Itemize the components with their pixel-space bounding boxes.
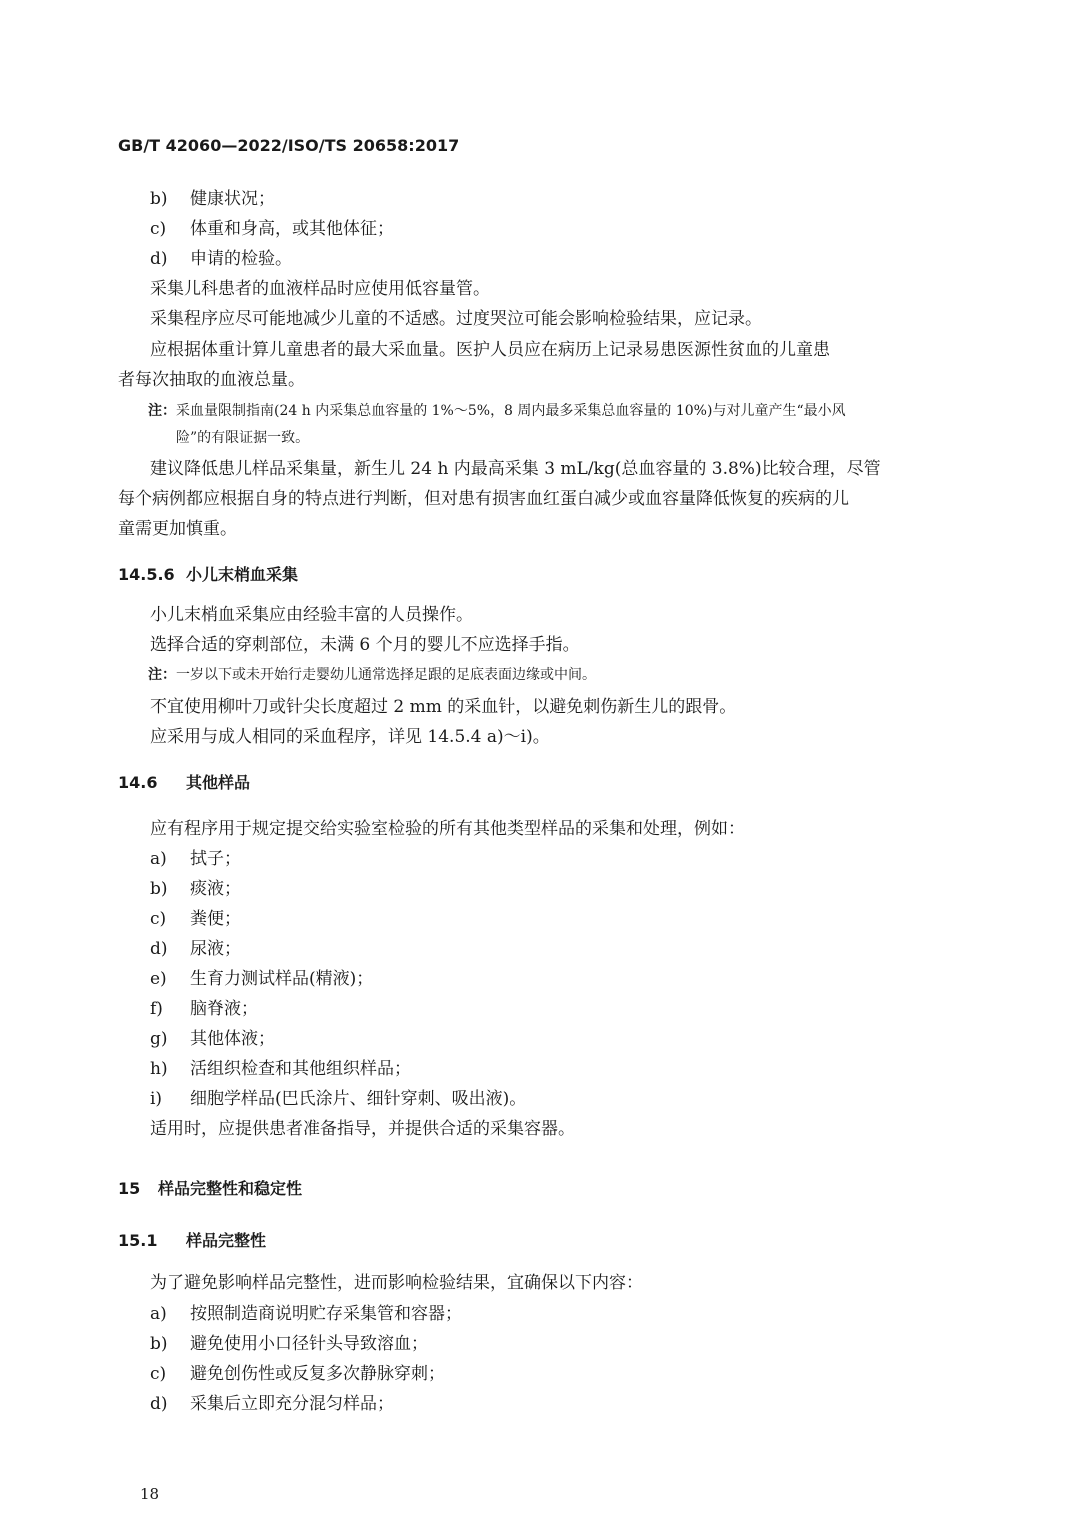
- paragraph-line: 建议降低患儿样品采集量，新生儿 24 h 内最高采集 3 mL/kg(总血容量的 3.8%)比较合理，尽管: [150, 459, 881, 479]
- section-title: 样品完整性和稳定性: [158, 1179, 303, 1198]
- paragraph: 应有程序用于规定提交给实验室检验的所有其他类型样品的采集和处理，例如：: [150, 819, 745, 839]
- paragraph-line: 应根据体重计算儿童患者的最大采血量。医护人员应在病历上记录易患医源性贫血的儿童患: [150, 340, 830, 360]
- list-text: 拭子；: [190, 849, 241, 869]
- list-marker: d): [150, 249, 168, 269]
- list-marker: c): [150, 1364, 167, 1384]
- list-item: [150, 908, 241, 930]
- list-item: [150, 938, 241, 960]
- list-marker: c): [150, 909, 167, 929]
- note-line: 险”的有限证据一致。: [176, 430, 310, 446]
- section-heading-14-6: [118, 772, 250, 794]
- list-item: [150, 1058, 411, 1080]
- section-heading-14-5-6: [118, 564, 298, 586]
- section-number: 14.5.6: [118, 565, 175, 584]
- section-title: 其他样品: [186, 773, 251, 792]
- note-label: 注：: [148, 667, 176, 683]
- note-text: 一岁以下或未开始行走婴幼儿通常选择足跟的足底表面边缘或中间。: [176, 667, 596, 683]
- list-item: [150, 878, 241, 900]
- list-marker: b): [150, 189, 168, 209]
- section-number: 15: [118, 1179, 141, 1198]
- list-marker: g): [150, 1029, 168, 1049]
- paragraph: 适用时，应提供患者准备指导，并提供合适的采集容器。: [150, 1119, 575, 1139]
- paragraph-line: 童需更加慎重。: [118, 519, 237, 539]
- list-text: 避免创伤性或反复多次静脉穿刺；: [190, 1364, 445, 1384]
- paragraph-line: 者每次抽取的血液总量。: [118, 370, 305, 390]
- list-text: 脑脊液；: [190, 999, 258, 1019]
- paragraph: 不宜使用柳叶刀或针尖长度超过 2 mm 的采血针，以避免刺伤新生儿的跟骨。: [150, 697, 737, 717]
- page-number: 18: [140, 1485, 160, 1503]
- list-text: 健康状况；: [190, 189, 275, 209]
- list-item: [150, 188, 275, 210]
- list-text: 尿液；: [190, 939, 241, 959]
- list-text: 痰液；: [190, 879, 241, 899]
- list-item: [150, 998, 258, 1020]
- list-marker: d): [150, 1394, 168, 1414]
- section-number: 15.1: [118, 1231, 158, 1250]
- list-marker: i): [150, 1089, 163, 1109]
- note-label: 注：: [148, 403, 176, 419]
- list-text: 其他体液；: [190, 1029, 275, 1049]
- list-text: 申请的检验。: [190, 249, 292, 269]
- list-item: [150, 968, 373, 990]
- section-title: 样品完整性: [186, 1231, 267, 1250]
- list-text: 按照制造商说明贮存采集管和容器；: [190, 1304, 462, 1324]
- section-title: 小儿末梢血采集: [186, 565, 299, 584]
- paragraph: 为了避免影响样品完整性，进而影响检验结果，宜确保以下内容：: [150, 1273, 643, 1293]
- list-marker: b): [150, 879, 168, 899]
- list-text: 避免使用小口径针头导致溶血；: [190, 1334, 428, 1354]
- section-number: 14.6: [118, 773, 158, 792]
- list-text: 采集后立即充分混匀样品；: [190, 1394, 394, 1414]
- list-item: [150, 1028, 275, 1050]
- list-marker: d): [150, 939, 168, 959]
- section-heading-15: [118, 1178, 302, 1200]
- section-heading-15-1: [118, 1230, 266, 1252]
- paragraph: 选择合适的穿刺部位，未满 6 个月的婴儿不应选择手指。: [150, 635, 580, 655]
- paragraph: 小儿末梢血采集应由经验丰富的人员操作。: [150, 605, 473, 625]
- paragraph: 应采用与成人相同的采血程序，详见 14.5.4 a)～i)。: [150, 727, 550, 747]
- note: [148, 665, 596, 685]
- list-marker: h): [150, 1059, 168, 1079]
- list-text: 体重和身高，或其他体征；: [190, 219, 394, 239]
- paragraph: 采集程序应尽可能地减少儿童的不适感。过度哭泣可能会影响检验结果，应记录。: [150, 309, 762, 329]
- list-text: 生育力测试样品(精液)；: [190, 969, 374, 989]
- paragraph: 采集儿科患者的血液样品时应使用低容量管。: [150, 279, 490, 299]
- list-marker: f): [150, 999, 163, 1019]
- list-item: [150, 1088, 526, 1110]
- list-item: [150, 218, 394, 240]
- list-item: [150, 1393, 394, 1415]
- list-item: [150, 1363, 445, 1385]
- list-text: 细胞学样品(巴氏涂片、细针穿刺、吸出液)。: [190, 1089, 527, 1109]
- list-marker: b): [150, 1334, 168, 1354]
- list-marker: c): [150, 219, 167, 239]
- list-marker: e): [150, 969, 167, 989]
- document-header: GB/T 42060—2022/ISO/TS 20658:2017: [118, 136, 460, 155]
- note-text: 采血量限制指南(24 h 内采集总血容量的 1%～5%，8 周内最多采集总血容量的 10%)与对儿童产生“最小风: [176, 403, 846, 419]
- list-marker: a): [150, 1304, 167, 1324]
- list-item: [150, 1303, 462, 1325]
- list-text: 活组织检查和其他组织样品；: [190, 1059, 411, 1079]
- list-marker: a): [150, 849, 167, 869]
- note: [148, 401, 846, 421]
- list-item: [150, 248, 292, 270]
- list-text: 粪便；: [190, 909, 241, 929]
- list-item: [150, 848, 241, 870]
- list-item: [150, 1333, 428, 1355]
- paragraph-line: 每个病例都应根据自身的特点进行判断，但对患有损害血红蛋白减少或血容量降低恢复的疾病的儿: [118, 489, 849, 509]
